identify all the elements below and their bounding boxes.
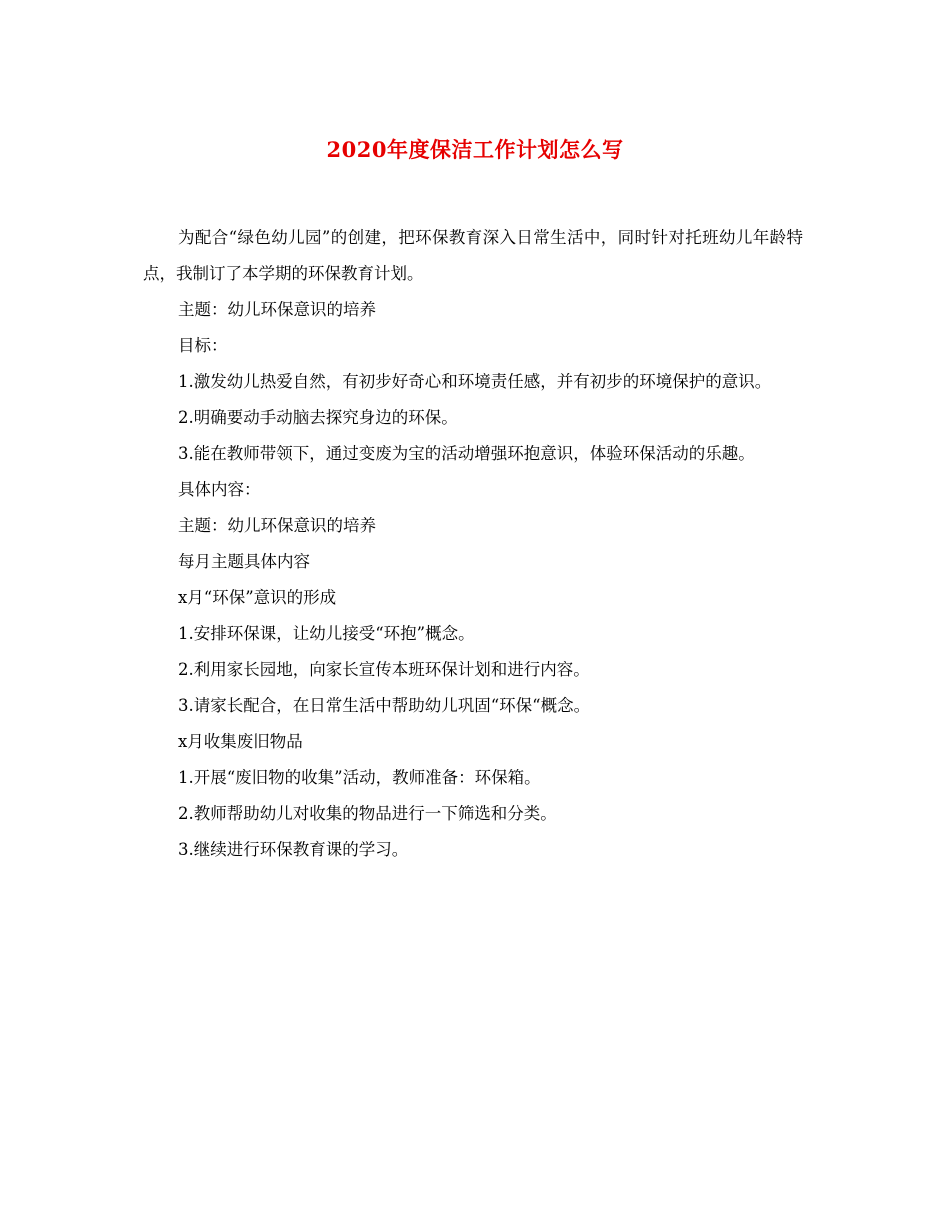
paragraph-month-1-item-1: 1.安排环保课，让幼儿接受“环抱”概念。 [178, 624, 475, 643]
paragraph-theme: 主题：幼儿环保意识的培养 [178, 300, 376, 319]
paragraph-goal-2: 2.明确要动手动脑去探究身边的环保。 [178, 408, 458, 427]
document-title: 2020年度保洁工作计划怎么写 [326, 137, 624, 162]
paragraph-month-2-item-2: 2.教师帮助幼儿对收集的物品进行一下筛选和分类。 [178, 804, 557, 823]
paragraph-month-1-item-3: 3.请家长配合，在日常生活中帮助幼儿巩固“环保“概念。 [178, 696, 591, 715]
document-body [143, 220, 803, 868]
paragraph-goal-3: 3.能在教师带领下，通过变废为宝的活动增强环抱意识，体验环保活动的乐趣。 [178, 444, 755, 463]
paragraph-month-1-item-2: 2.利用家长园地，向家长宣传本班环保计划和进行内容。 [178, 660, 590, 679]
paragraph-monthly-heading: 每月主题具体内容 [178, 552, 310, 571]
paragraph-month-2-item-3: 3.继续进行环保教育课的学习。 [178, 840, 409, 859]
paragraph-month-2-item-1: 1.开展“废旧物的收集”活动，教师准备：环保箱。 [178, 768, 541, 787]
paragraph-content-heading: 具体内容： [178, 480, 261, 499]
paragraph-goal-1: 1.激发幼儿热爱自然，有初步好奇心和环境责任感，并有初步的环境保护的意识。 [178, 372, 772, 391]
paragraph-goals-heading: 目标： [178, 336, 228, 355]
paragraph-month-2-title: x月收集废旧物品 [178, 732, 303, 751]
paragraph-theme-repeat: 主题：幼儿环保意识的培养 [178, 516, 376, 535]
paragraph-month-1-title: x月“环保”意识的形成 [178, 588, 337, 607]
paragraph-intro: 为配合“绿色幼儿园”的创建，把环保教育深入日常生活中，同时针对托班幼儿年龄特点，我制订了本学期的环保教育计划。 [143, 228, 803, 283]
